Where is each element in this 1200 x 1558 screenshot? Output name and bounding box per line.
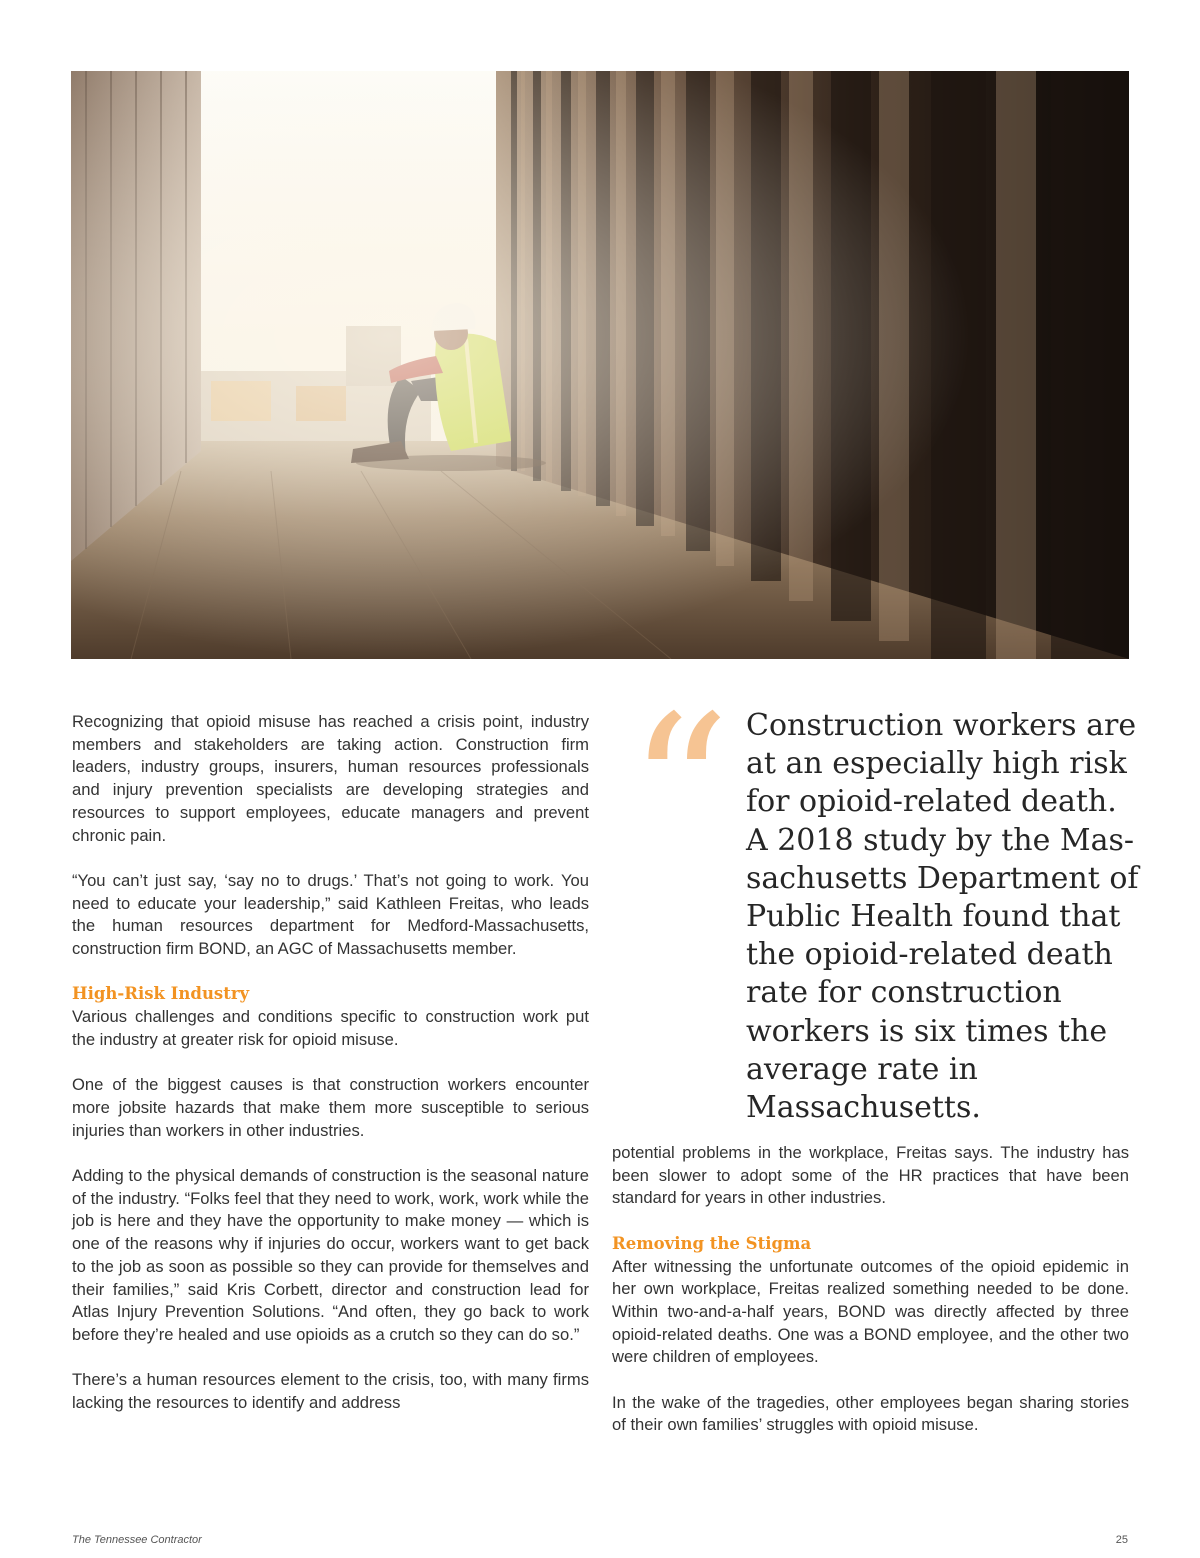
right-column (612, 1142, 1129, 1437)
body-paragraph: Various challenges and conditions specific to construction work put the industry at greater risk for opioid misuse. (72, 1007, 589, 1049)
body-paragraph: There’s a human resources element to the crisis, too, with many firms lacking the resources to identify and address (72, 1370, 589, 1413)
footer-page-number: 25 (1115, 1534, 1128, 1546)
section-heading-high-risk-industry: High-Risk Industry (72, 984, 250, 1004)
body-paragraph: Adding to the physical demands of construction is the seasonal nature of the industry. “Folks feel that they need to work, work, work while the job is here and they have the opportunity to make money — which is one of the reasons why if injuries do occur, workers want to get back to the job as soon as possible so they can provide for themselves and their families,” said Kris Corbett, director and construction lead for Atlas Injury Prevention Solutions. “And often, they go back to work before they’re healed and use opioids as a crutch so they can do so.” (72, 1166, 589, 1344)
hero-photo-illustration (71, 71, 1129, 659)
body-paragraph: After witnessing the unfortunate outcomes of the opioid epidemic in her own workplace, Freitas realized something needed to be done. Within two-and-a-half years, BOND was directly affected by three opioid-related deaths. One was a BOND employee, and the other two were children of employees. (612, 1256, 1129, 1367)
section-heading-removing-the-stigma: Removing the Stigma (612, 1233, 812, 1253)
pull-quote: Construction workers are at an especially high risk for opioid-related death. A 2018 study by the Massachusetts Department of Public Health found that the opioid-related death rate for construction workers is six times the average rate in Massachusetts. (746, 708, 1139, 1126)
left-column (72, 711, 589, 1415)
body-paragraph: Recognizing that opioid misuse has reached a crisis point, industry members and stakeholders are taking action. Construction firm leaders, industry groups, insurers, human resources professionals and injury prevention specialists are developing strategies and resources to support employees, educate managers and prevent chronic pain. (72, 712, 589, 845)
body-paragraph: “You can’t just say, ‘say no to drugs.’ That’s not going to work. You need to educate your leadership,” said Kathleen Freitas, who leads the human resources department for Medford-Massachusetts, construction firm BOND, an AGC of Massachusetts member. (72, 870, 589, 959)
body-paragraph: potential problems in the workplace, Freitas says. The industry has been slower to adopt some of the HR practices that have been standard for years in other industries. (612, 1143, 1129, 1208)
quote-mark-icon: “ (628, 673, 731, 906)
body-paragraph: One of the biggest causes is that construction workers encounter more jobsite hazards that make them more susceptible to serious injuries than workers in other industries. (72, 1075, 589, 1140)
hero-photo (71, 71, 1129, 659)
footer-publication-title: The Tennessee Contractor (72, 1534, 202, 1546)
body-paragraph: In the wake of the tragedies, other employees began sharing stories of their own families’ struggles with opioid misuse. (612, 1392, 1129, 1435)
